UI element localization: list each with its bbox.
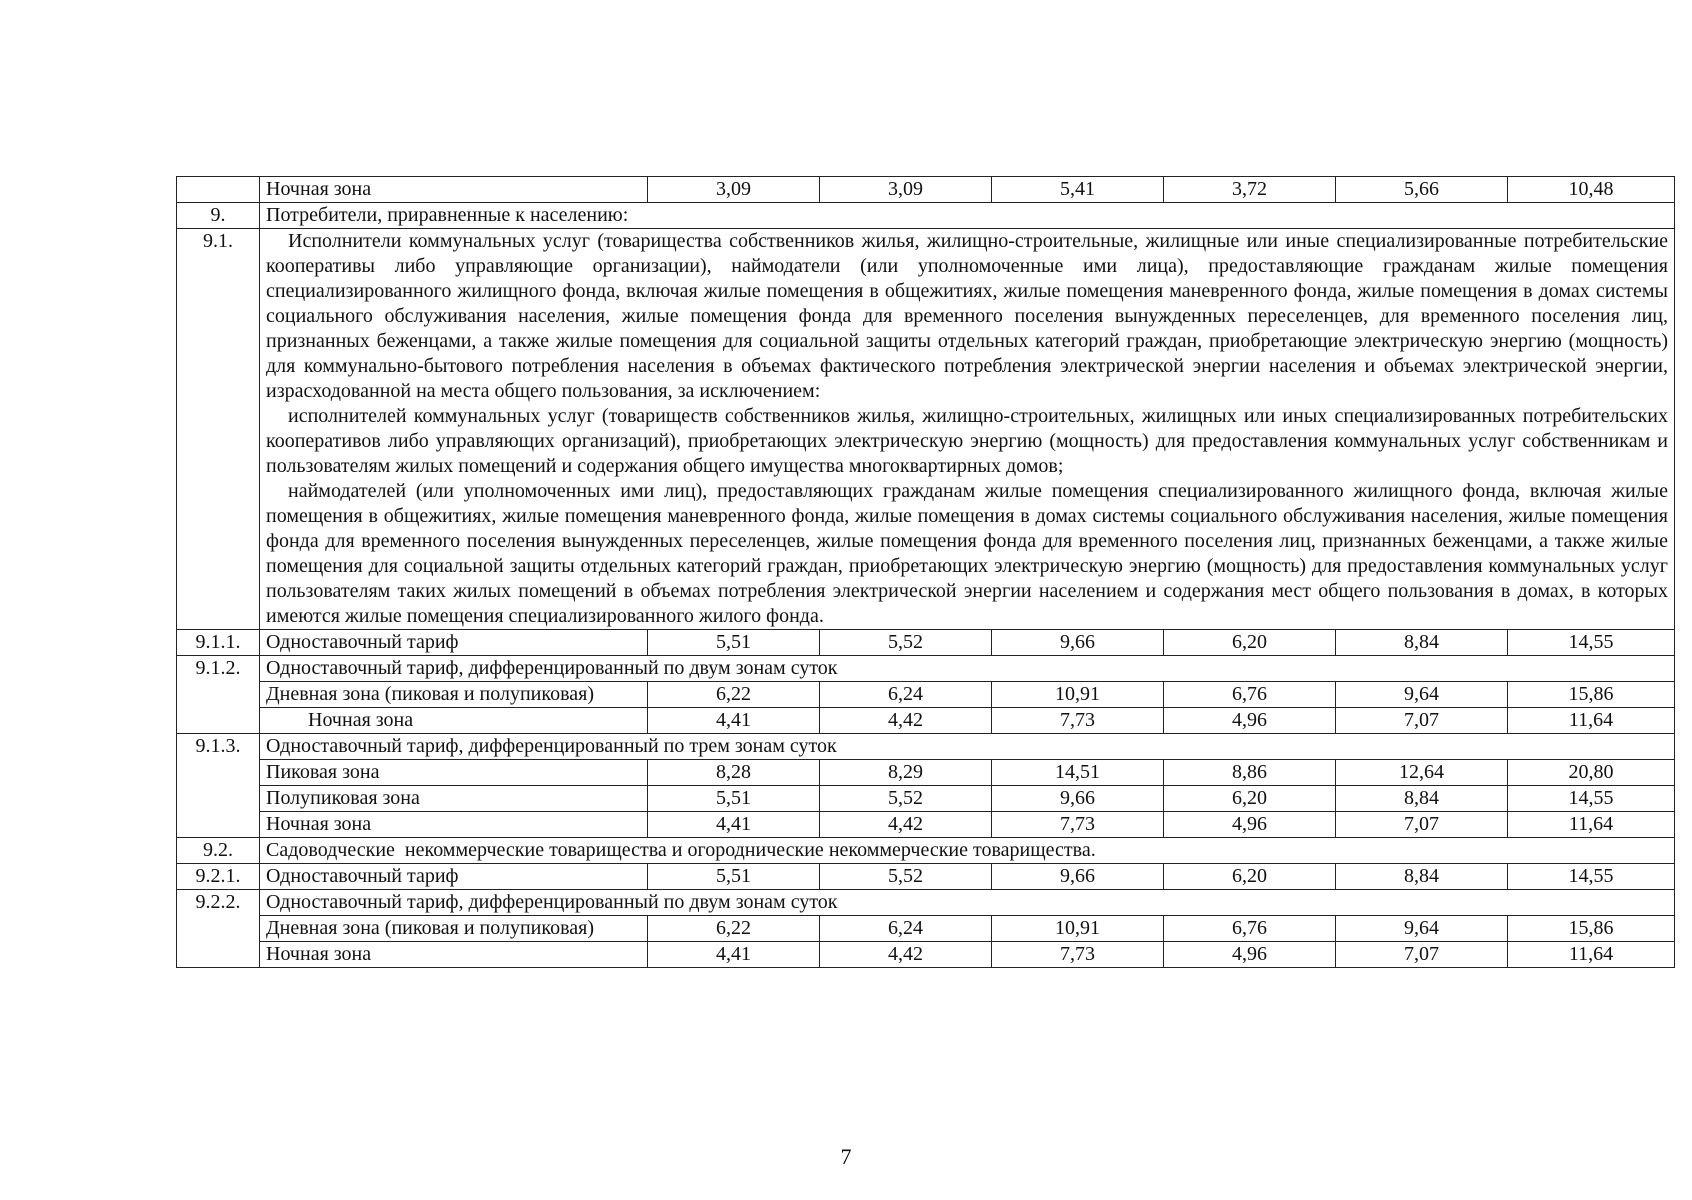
value-cell: 14,55 bbox=[1508, 630, 1675, 656]
row-label: Одноставочный тариф, дифференцированный по трем зонам суток bbox=[260, 734, 1675, 760]
value-cell: 4,41 bbox=[648, 708, 820, 734]
row-code: 9.1. bbox=[177, 229, 260, 630]
row-label: Полупиковая зона bbox=[260, 786, 648, 812]
row-label: Ночная зона bbox=[260, 942, 648, 968]
value-cell: 7,07 bbox=[1336, 942, 1508, 968]
row-code: 9.2.2. bbox=[177, 890, 260, 968]
value-cell: 11,64 bbox=[1508, 708, 1675, 734]
row-code: 9.2.1. bbox=[177, 864, 260, 890]
value-cell: 7,73 bbox=[992, 708, 1164, 734]
value-cell: 7,07 bbox=[1336, 708, 1508, 734]
table-row bbox=[177, 630, 1675, 656]
row-code: 9. bbox=[177, 203, 260, 229]
value-cell: 6,76 bbox=[1164, 916, 1336, 942]
value-cell: 20,80 bbox=[1508, 760, 1675, 786]
row-code: 9.1.1. bbox=[177, 630, 260, 656]
value-cell: 3,09 bbox=[648, 177, 820, 203]
value-cell: 6,24 bbox=[820, 916, 992, 942]
description-paragraph: исполнителей коммунальных услуг (товариществ собственников жилья, жилищно-строительных, жилищных или иных специализированных потребительских кооперативов либо управляющих организаций), приобретающих электрическую энергию (мощность) для предоставления коммунальных услуг собственникам и пользователям жилых помещений и содержания общего имущества многоквартирных домов; bbox=[266, 405, 1668, 477]
page-number: 7 bbox=[840, 1144, 852, 1169]
value-cell: 9,66 bbox=[992, 786, 1164, 812]
table-row bbox=[177, 734, 1675, 760]
value-cell: 15,86 bbox=[1508, 916, 1675, 942]
table-row bbox=[177, 786, 1675, 812]
value-cell: 15,86 bbox=[1508, 682, 1675, 708]
value-cell: 5,51 bbox=[648, 864, 820, 890]
description-paragraph: наймодателей (или уполномоченных ими лиц), предоставляющих гражданам жилые помещения специализированного жилищного фонда, включая жилые помещения в общежитиях, жилые помещения маневренного фонда, жилые помещения в домах системы социального обслуживания населения, жилые помещения фонда для временного поселения вынужденных переселенцев, жилые помещения фонда для временного поселения лиц, признанных беженцами, а также жилые помещения для социальной защиты отдельных категорий граждан, приобретающих электрическую энергию (мощность) для предоставления коммунальных услуг пользователям таких жилых помещений в объемах потребления электрической энергии населением и содержания мест общего пользования в домах, в которых имеются жилые помещения специализированного жилого фонда. bbox=[266, 480, 1668, 627]
value-cell: 3,72 bbox=[1164, 177, 1336, 203]
value-cell: 14,55 bbox=[1508, 786, 1675, 812]
table-row bbox=[177, 177, 1675, 203]
table-row bbox=[177, 812, 1675, 838]
value-cell: 11,64 bbox=[1508, 812, 1675, 838]
value-cell: 8,86 bbox=[1164, 760, 1336, 786]
value-cell: 3,09 bbox=[820, 177, 992, 203]
value-cell: 6,22 bbox=[648, 682, 820, 708]
row-label: Ночная зона bbox=[260, 812, 648, 838]
table-row bbox=[177, 656, 1675, 682]
table-row bbox=[177, 203, 1675, 229]
value-cell: 7,73 bbox=[992, 942, 1164, 968]
value-cell: 6,76 bbox=[1164, 682, 1336, 708]
row-label: Потребители, приравненные к населению: bbox=[260, 203, 1675, 229]
value-cell: 10,91 bbox=[992, 916, 1164, 942]
value-cell: 5,51 bbox=[648, 786, 820, 812]
value-cell: 4,42 bbox=[820, 942, 992, 968]
row-label: Дневная зона (пиковая и полупиковая) bbox=[260, 682, 648, 708]
value-cell: 5,41 bbox=[992, 177, 1164, 203]
row-label: Одноставочный тариф bbox=[260, 630, 648, 656]
value-cell: 4,96 bbox=[1164, 942, 1336, 968]
value-cell: 9,64 bbox=[1336, 682, 1508, 708]
value-cell: 12,64 bbox=[1336, 760, 1508, 786]
table-row bbox=[177, 942, 1675, 968]
table-row bbox=[177, 864, 1675, 890]
value-cell: 6,20 bbox=[1164, 786, 1336, 812]
value-cell: 7,73 bbox=[992, 812, 1164, 838]
value-cell: 11,64 bbox=[1508, 942, 1675, 968]
row-label: Одноставочный тариф, дифференцированный по двум зонам суток bbox=[260, 656, 1675, 682]
table-row bbox=[177, 229, 1675, 630]
value-cell: 4,41 bbox=[648, 812, 820, 838]
row-code bbox=[177, 177, 260, 203]
value-cell: 6,20 bbox=[1164, 864, 1336, 890]
row-code: 9.1.3. bbox=[177, 734, 260, 838]
value-cell: 10,91 bbox=[992, 682, 1164, 708]
value-cell: 4,42 bbox=[820, 708, 992, 734]
value-cell: 4,96 bbox=[1164, 708, 1336, 734]
description-paragraph: Исполнители коммунальных услуг (товарищества собственников жилья, жилищно-строительные, жилищные или иные специализированные потребительские кооперативы либо управляющие организации), наймодатели (или уполномоченные ими лица), предоставляющие гражданам жилые помещения специализированного жилищного фонда, включая жилые помещения в общежитиях, жилые помещения маневренного фонда, жилые помещения в домах системы социального обслуживания населения, жилые помещения фонда для временного поселения вынужденных переселенцев, для временного поселения лиц, признанных беженцами, а также жилые помещения для социальной защиты отдельных категорий граждан, приобретающие электрическую энергию (мощность) для коммунально-бытового потребления населения в объемах фактического потребления электрической энергии населения и объемах электрической энергии, израсходованной на места общего пользования, за исключением: bbox=[266, 230, 1668, 402]
value-cell: 9,66 bbox=[992, 864, 1164, 890]
value-cell: 9,64 bbox=[1336, 916, 1508, 942]
row-label: Одноставочный тариф bbox=[260, 864, 648, 890]
tariff-table bbox=[176, 176, 1675, 968]
value-cell: 5,52 bbox=[820, 786, 992, 812]
value-cell: 8,84 bbox=[1336, 630, 1508, 656]
value-cell: 14,55 bbox=[1508, 864, 1675, 890]
value-cell: 8,29 bbox=[820, 760, 992, 786]
row-label: Пиковая зона bbox=[260, 760, 648, 786]
row-code: 9.2. bbox=[177, 838, 260, 864]
table-row bbox=[177, 916, 1675, 942]
value-cell: 9,66 bbox=[992, 630, 1164, 656]
table-row bbox=[177, 682, 1675, 708]
row-label: Одноставочный тариф, дифференцированный по двум зонам суток bbox=[260, 890, 1675, 916]
table-row bbox=[177, 890, 1675, 916]
section-description bbox=[260, 229, 1675, 630]
value-cell: 5,52 bbox=[820, 864, 992, 890]
value-cell: 5,51 bbox=[648, 630, 820, 656]
row-label: Ночная зона bbox=[260, 177, 648, 203]
value-cell: 8,28 bbox=[648, 760, 820, 786]
value-cell: 4,96 bbox=[1164, 812, 1336, 838]
table-row bbox=[177, 760, 1675, 786]
row-label: Садоводческие некоммерческие товарищества и огороднические некоммерческие товарищества. bbox=[260, 838, 1675, 864]
table-row bbox=[177, 708, 1675, 734]
value-cell: 14,51 bbox=[992, 760, 1164, 786]
row-label: Ночная зона bbox=[260, 708, 648, 734]
table-row bbox=[177, 838, 1675, 864]
value-cell: 4,41 bbox=[648, 942, 820, 968]
row-label: Дневная зона (пиковая и полупиковая) bbox=[260, 916, 648, 942]
value-cell: 6,24 bbox=[820, 682, 992, 708]
value-cell: 5,52 bbox=[820, 630, 992, 656]
value-cell: 10,48 bbox=[1508, 177, 1675, 203]
value-cell: 4,42 bbox=[820, 812, 992, 838]
row-code: 9.1.2. bbox=[177, 656, 260, 734]
value-cell: 6,20 bbox=[1164, 630, 1336, 656]
value-cell: 8,84 bbox=[1336, 864, 1508, 890]
value-cell: 8,84 bbox=[1336, 786, 1508, 812]
value-cell: 6,22 bbox=[648, 916, 820, 942]
value-cell: 7,07 bbox=[1336, 812, 1508, 838]
value-cell: 5,66 bbox=[1336, 177, 1508, 203]
